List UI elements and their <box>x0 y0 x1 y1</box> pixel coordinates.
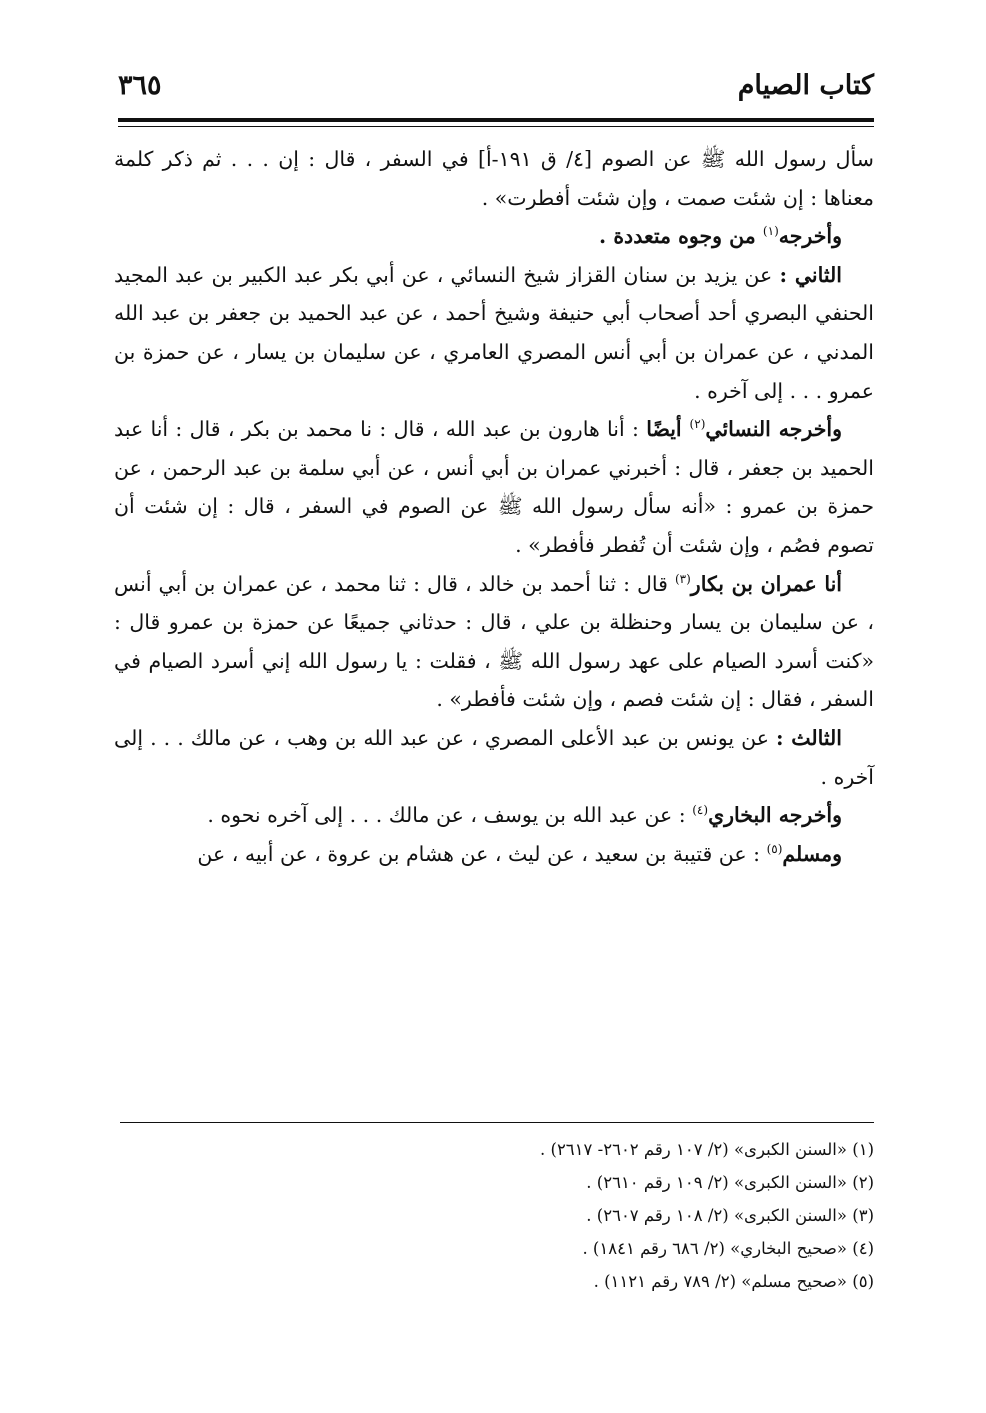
paragraph-8-text: : عن قتيبة بن سعيد ، عن ليث ، عن هشام بن عروة ، عن أبيه ، عن <box>197 841 767 866</box>
paragraph-2-lead: وأخرجه <box>778 224 842 249</box>
paragraph-6-text: عن يونس بن عبد الأعلى المصري ، عن عبد الله بن وهب ، عن مالك . . . إلى آخره . <box>114 725 874 789</box>
paragraph-3 <box>114 256 874 410</box>
paragraph-7 <box>114 796 874 835</box>
paragraph-3-text: عن يزيد بن سنان القزاز شيخ النسائي ، عن أبي بكر عبد الكبير بن عبد المجيد الحنفي البصري أحد أصحاب أبي حنيفة وشيخ أحمد ، عن عبد الحميد بن جعفر بن عبد الله المدني ، عن عمران بن أبي أنس المصري العامري ، عن سليمان بن يسار ، عن حمزة بن عمرو . . . إلى آخره . <box>114 262 874 403</box>
footnote-1: (١) «السنن الكبرى» (٢/ ١٠٧ رقم ٢٦٠٢- ٢٦١٧) . <box>540 1140 874 1159</box>
footnote-separator <box>120 1122 874 1123</box>
paragraph-8 <box>114 835 874 874</box>
paragraph-6-lead: الثالث : <box>776 725 842 750</box>
paragraph-5-text: قال : ثنا أحمد بن خالد ، قال : ثنا محمد ، عن عمران بن أبي أنس ، عن سليمان بن يسار وحنظلة بن علي ، قال : حدثاني جميعًا عن حمزة بن عمرو قال : «كنت أسرد الصيام على عهد رسول الله ﷺ ، فقلت : يا رسول الله إني أسرد الصيام في السفر ، فقال : إن شئت فصم ، وإن شئت فأفطر» . <box>114 571 874 712</box>
header-rule-thin <box>118 126 874 127</box>
paragraph-2 <box>114 217 874 256</box>
paragraph-2-text: من وجوه متعددة . <box>599 224 763 249</box>
footnote-4: (٤) «صحيح البخاري» (٢/ ٦٨٦ رقم ١٨٤١) . <box>582 1239 874 1258</box>
paragraph-7-lead: وأخرجه البخاري <box>708 803 842 828</box>
footnote-5: (٥) «صحيح مسلم» (٢/ ٧٨٩ رقم ١١٢١) . <box>593 1272 874 1291</box>
footnote-ref-2: (٢) <box>689 417 706 432</box>
paragraph-1: سأل رسول الله ﷺ عن الصوم [٤/ ق ١٩١-أ] في السفر ، قال : إن . . . ثم ذكر كلمة معناها : إن شئت صمت ، وإن شئت أفطرت» . <box>114 147 874 210</box>
footnote-3: (٣) «السنن الكبرى» (٢/ ١٠٨ رقم ٢٦٠٧) . <box>586 1206 874 1225</box>
footnote-ref-4: (٤) <box>692 803 709 818</box>
footnote-ref-1: (١) <box>762 224 779 239</box>
paragraph-5 <box>114 565 874 719</box>
paragraph-8-lead: ومسلم <box>782 841 842 866</box>
paragraph-4-lead: وأخرجه النسائي <box>705 417 842 442</box>
paragraph-4-lead-2: أيضًا <box>646 417 690 442</box>
paragraph-4-text: : أنا هارون بن عبد الله ، قال : نا محمد بن بكر ، قال : أنا عبد الحميد بن جعفر ، قال : أخبرني عمران بن أبي أنس ، عن أبي سلمة بن عبد الرحمن ، عن حمزة بن عمرو : «أنه سأل رسول الله ﷺ عن الصوم في السفر ، قال : إن شئت أن تصوم فصُم ، وإن شئت أن تُفطر فأفطر» . <box>114 417 874 557</box>
paragraph-5-lead: أنا عمران بن بكار <box>690 571 843 596</box>
paragraph-6 <box>114 719 874 796</box>
footnote-2: (٢) «السنن الكبرى» (٢/ ١٠٩ رقم ٢٦١٠) . <box>586 1173 874 1192</box>
paragraph-7-text: : عن عبد الله بن يوسف ، عن مالك . . . إلى آخره نحوه . <box>207 803 693 828</box>
paragraph-4 <box>114 410 874 564</box>
header-rule-thick <box>118 118 874 122</box>
page-number: ٣٦٥ <box>118 70 162 101</box>
footnote-ref-3: (٣) <box>674 571 691 586</box>
paragraph-3-lead: الثاني : <box>779 262 842 287</box>
page-header <box>118 66 874 116</box>
running-title: كتاب الصيام <box>737 70 874 101</box>
footnote-ref-5: (٥) <box>766 841 783 856</box>
main-text <box>114 140 874 873</box>
footnotes <box>350 1133 874 1298</box>
